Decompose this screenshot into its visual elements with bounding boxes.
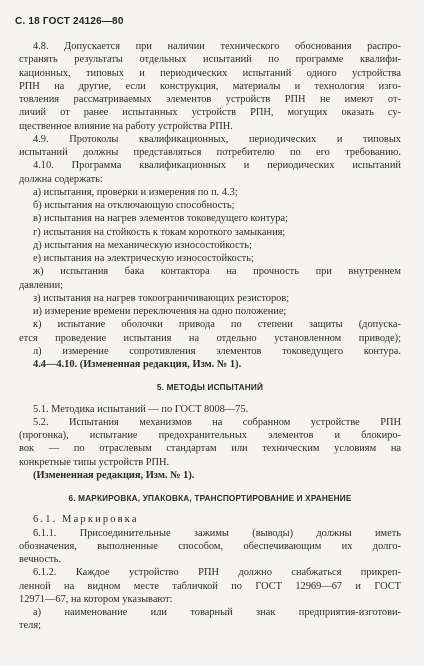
text-line: вечность. [19,554,61,565]
text-line: 6.1.2. Каждое устройство РПН должно снабжаться прикреп- [33,567,401,579]
text-line: испытаний должны представляться потребителю по его требованию. [19,147,401,158]
text-line: давлении; [19,279,64,291]
list-item: и) измерение времени переключения на одно положение; [33,306,287,317]
text-line: 6.1.1. Присоединительные зажимы (выводы) должны иметь [33,527,401,539]
text-line: щественное влияние на работу устройства РПН. [19,120,233,132]
text-line: вок — по отраслевым стандартам или техническим условиям на [19,443,401,455]
text-line: 5.1. Методика испытаний — по ГОСТ 8008—75. [33,403,249,415]
subsection-title: 6.1. Маркировка [33,514,139,526]
list-item: з) испытания на нагрев токоограничивающих резисторов; [33,292,290,304]
section-heading: 5. МЕТОДЫ ИСПЫТАНИЙ [156,383,264,393]
text-line: должна содержать: [19,173,103,185]
list-item: в) испытания на нагрев элементов токоведущего контура; [33,213,288,225]
text-line: ленной на видном месте табличкой по ГОСТ 12969—67 и ГОСТ [19,580,401,592]
text-line: личий от ранее испытанных устройств РПН, могущих оказать су- [19,107,401,119]
list-item: е) испытания на электрическую износостойкость; [33,253,254,264]
text-line: 4.10. Программа квалификационных и периодических испытаний [33,160,401,172]
list-item: к) испытание оболочки привода по степени защиты (допуска- [33,319,401,331]
text-line: конкретные типы устройств РПН. [19,456,170,468]
section-heading: 6. МАРКИРОВКА, УПАКОВКА, ТРАНСПОРТИРОВАНИЕ И ХРАНЕНИЕ [68,494,352,503]
text-line: (прогонка), испытание предохранительных элементов и блокиро- [19,430,401,441]
list-item: г) испытания на стойкость к токам короткого замыкания; [33,226,286,238]
list-item: л) измерение сопротивления элементов токоведущего контура. [33,345,401,357]
text-line: странять результаты отдельных испытаний по программе квалифи- [19,54,401,66]
text-line: 5.2. Испытания механизмов на собранном устройстве РПН [33,416,401,428]
text-line: 4.8. Допускается при наличии технического обоснования распро- [33,41,401,52]
text-line: товления рассматриваемых элементов устройств РПН не имеют от- [19,94,401,105]
list-item: ж) испытания бака контактора на прочность при внутреннем [33,266,401,278]
list-item: а) испытания, проверки и измерения по п. 4.3; [33,186,238,198]
text-line: РПН на другие, если конструкция, материалы и технология изго- [19,80,401,92]
text-line: 4.9. Протоколы квалификационных, периодических и типовых [33,133,401,145]
amendment-note: (Измененная редакция, Изм. № 1). [33,469,195,481]
list-item: а) наименование или товарный знак предприятия-изготови- [33,607,401,618]
text-line: ется проведение испытания на отдельно установленном приводе); [19,332,401,344]
document-body [19,40,401,633]
list-item: д) испытания на механическую износостойкость; [33,239,252,251]
text-line: 12971—67, на котором указывают: [19,593,173,605]
amendment-note: 4.4—4.10. (Измененная редакция, Изм. № 1). [33,359,242,370]
page-header: С. 18 ГОСТ 24126—80 [15,16,124,27]
text-line: кационных, типовых и периодических испытаний одного устройства [19,67,401,79]
text-line: обозначения, выполненные способом, обеспечивающим их долго- [19,540,401,552]
list-item: б) испытания на отключающую способность; [33,200,235,211]
text-line: теля; [19,620,42,632]
